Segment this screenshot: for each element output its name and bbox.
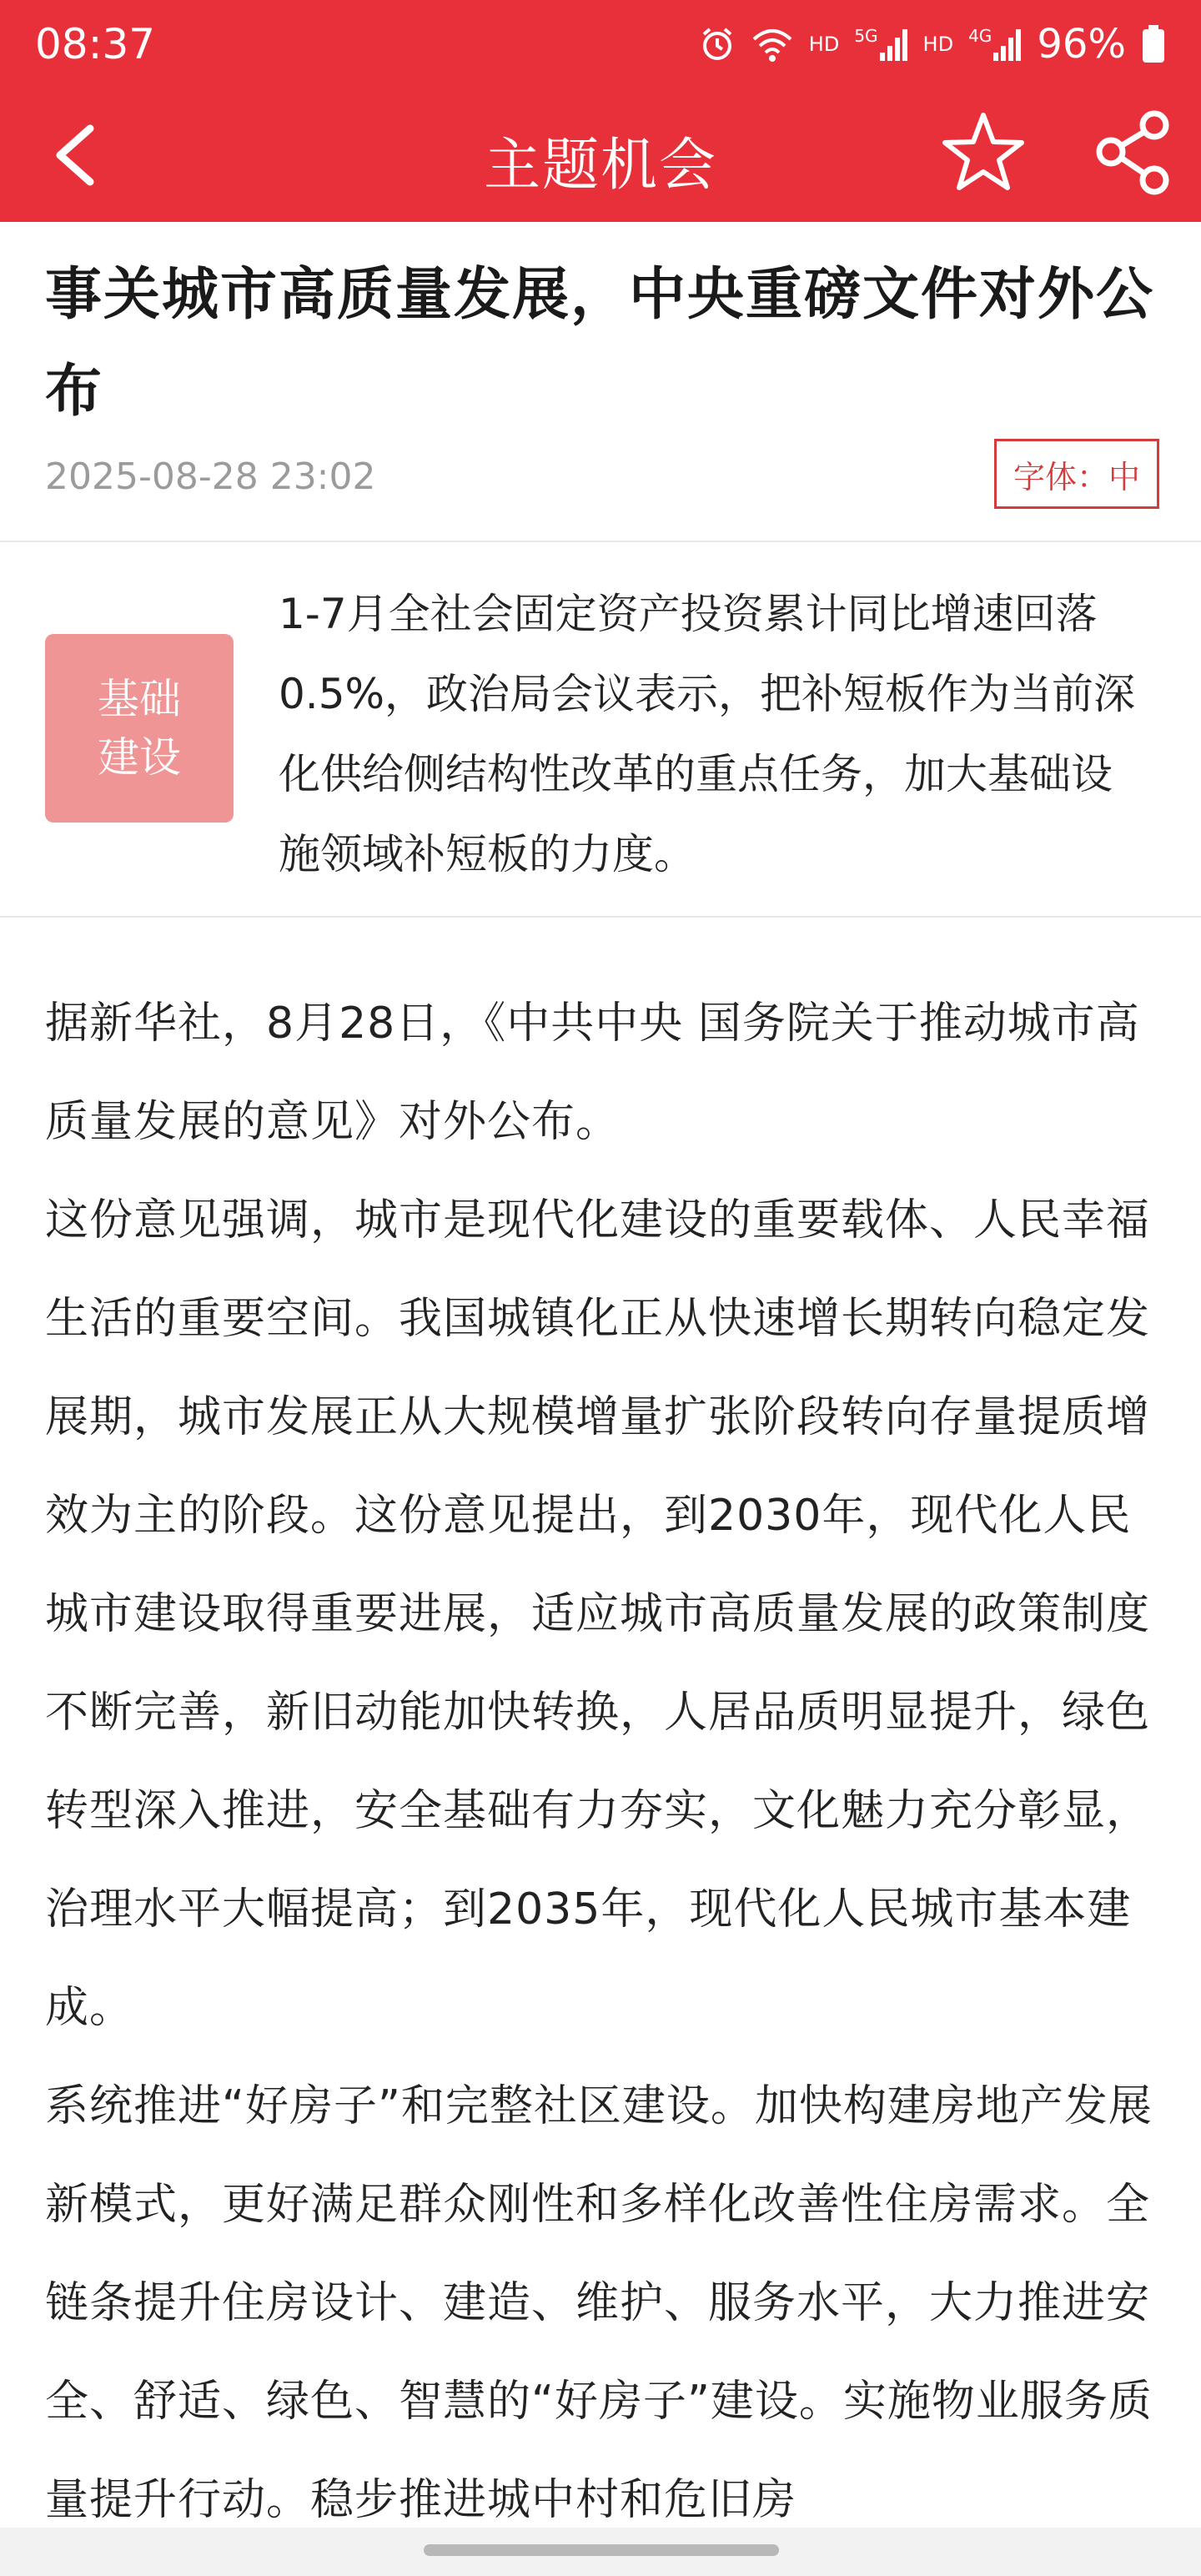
summary-text: 1-7月全社会固定资产投资累计同比增速回落0.5%，政治局会议表示，把补短板作为当前深化供给侧结构性改革的重点任务，加大基础设施领域补短板的力度。: [279, 590, 1136, 878]
alarm-icon: [699, 26, 736, 63]
body-paragraph: 这份意见强调，城市是现代化建设的重要载体、人民幸福生活的重要空间。我国城镇化正从快速增长期转向稳定发展期，城市发展正从大规模增量扩张阶段转向存量提质增效为主的阶段。这份意见提出，到2030年，现代化人民城市建设取得重要进展，适应城市高质量发展的政策制度不断完善，新旧动能加快转换，人居品质明显提升，绿色转型深入推进，安全基础有力夯实，文化魅力充分彰显，治理水平大幅提高；到2035年，现代化人民城市基本建成。: [45, 1195, 1151, 2033]
share-icon[interactable]: [1089, 107, 1179, 197]
battery-percent: 96%: [1037, 21, 1126, 68]
hd-label-2: HD: [922, 33, 954, 56]
star-icon[interactable]: [938, 107, 1028, 197]
status-icons: [699, 21, 1166, 68]
battery-icon: [1141, 24, 1166, 64]
page-title: 主题机会: [483, 133, 717, 199]
signal-5g-label: 5G: [854, 26, 878, 46]
article-title: 事关城市高质量发展，中央重磅文件对外公布: [45, 262, 1155, 425]
wifi-icon: [751, 26, 794, 63]
hd-label: HD: [808, 33, 840, 56]
status-bar: [0, 0, 1201, 88]
status-time: 08:37: [35, 20, 156, 68]
article-header: [45, 247, 1163, 440]
navigation-bar: [0, 88, 1201, 222]
article-meta: [45, 439, 1159, 511]
article-body: [45, 974, 1163, 2549]
body-paragraph: 系统推进“好房子”和完整社区建设。加快构建房地产发展新模式，更好满足群众刚性和多样化改善性住房需求。全链条提升住房设计、建造、维护、服务水平，大力推进安全、舒适、绿色、智慧的“好房子”建设。实施物业服务质量提升行动。稳步推进城中村和危旧房: [45, 2081, 1153, 2525]
gesture-navigation-bar: [0, 2528, 1201, 2576]
header: [0, 0, 1201, 222]
home-indicator[interactable]: [424, 2544, 779, 2556]
summary-block: [0, 542, 1201, 914]
divider: [0, 916, 1201, 918]
signal-4g-label: 4G: [968, 26, 992, 46]
category-tag[interactable]: 基础建设: [45, 634, 234, 823]
font-size-button[interactable]: 字体：中: [994, 439, 1159, 509]
signal-4g-icon: [968, 26, 1022, 63]
article-date: 2025-08-28 23:02: [45, 455, 376, 498]
body-paragraph: 据新华社，8月28日，《中共中央 国务院关于推动城市高质量发展的意见》对外公布。: [45, 999, 1140, 1147]
signal-5g-icon: [854, 26, 907, 63]
